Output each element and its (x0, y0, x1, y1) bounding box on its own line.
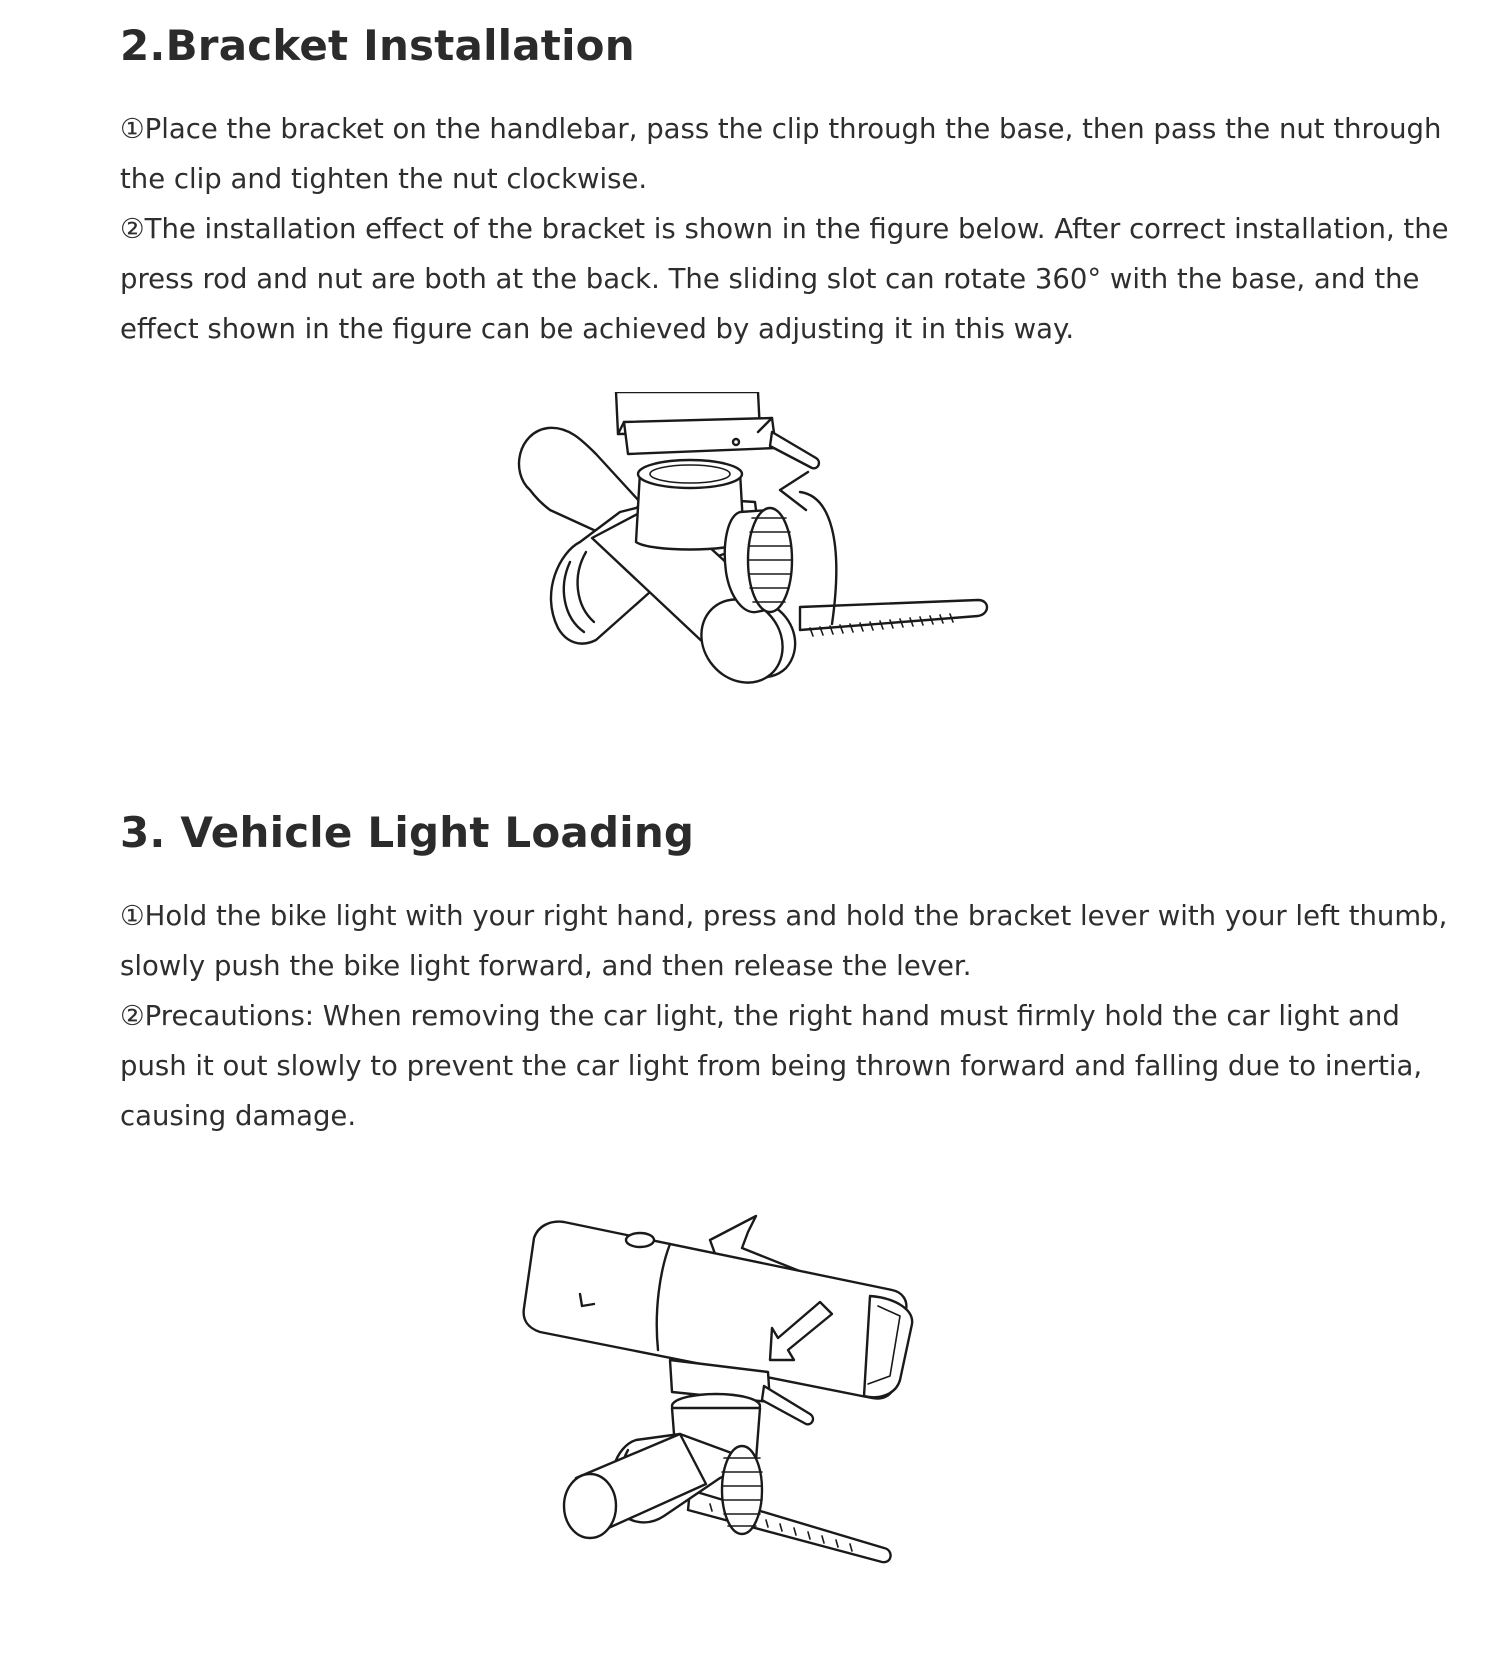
instruction-list (120, 891, 1460, 1141)
section-bracket-installation (120, 18, 1460, 354)
instruction-list (120, 104, 1460, 354)
light-illustration-icon (520, 1210, 960, 1630)
section-vehicle-light-loading (120, 805, 1460, 1141)
bracket-illustration-icon (500, 392, 1000, 727)
bracket-on-handlebar-illustration (500, 392, 1000, 727)
instruction-step-2: ②The installation effect of the bracket is shown in the figure below. After correct installation, the press rod and nut are both at the back. The sliding slot can rotate 360° with the base, and the effect shown in the figure can be achieved by adjusting it in this way. (120, 213, 1449, 345)
light-mounted-on-bracket-illustration (520, 1210, 960, 1630)
section-heading: 3. Vehicle Light Loading (120, 808, 695, 857)
instruction-step-1: ①Hold the bike light with your right hand, press and hold the bracket lever with your left thumb, slowly push the bike light forward, and then release the lever. (120, 900, 1448, 982)
section-heading: 2.Bracket Installation (120, 21, 635, 70)
instruction-step-2: ②Precautions: When removing the car light, the right hand must firmly hold the car light and push it out slowly to prevent the car light from being thrown forward and falling due to inertia, causing damage. (120, 1000, 1423, 1132)
instruction-step-1: ①Place the bracket on the handlebar, pass the clip through the base, then pass the nut through the clip and tighten the nut clockwise. (120, 113, 1442, 195)
